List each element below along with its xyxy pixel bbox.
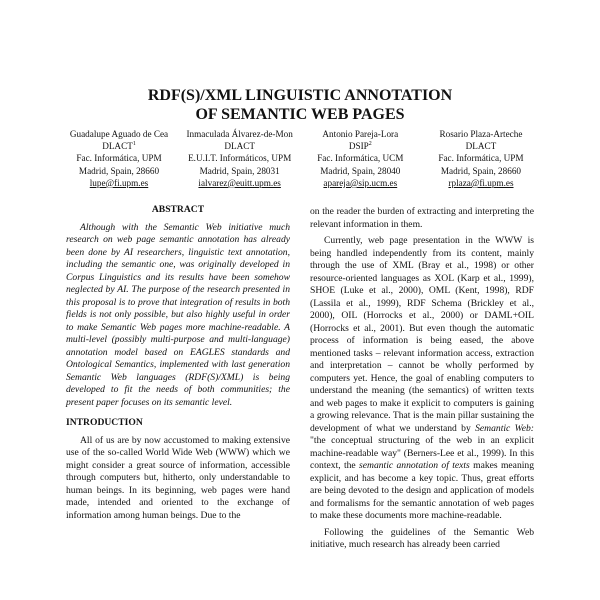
author-email[interactable]: lupe@fi.upm.es bbox=[89, 177, 149, 188]
author-dept: E.U.I.T. Informáticos, UPM bbox=[188, 153, 292, 164]
author-name: Guadalupe Aguado de Cea bbox=[69, 129, 169, 139]
author-name: Rosario Plaza-Arteche bbox=[439, 129, 523, 139]
term-semantic-annotation: semantic annotation of texts bbox=[359, 460, 470, 471]
author-city: Madrid, Spain, 28660 bbox=[440, 165, 522, 176]
author-email[interactable]: ialvarez@euitt.upm.es bbox=[198, 177, 281, 188]
author-2 bbox=[181, 128, 299, 189]
author-affiliation: DLACT$^1$ bbox=[102, 141, 136, 152]
author-dept: Fac. Informática, UPM bbox=[76, 153, 162, 164]
author-block bbox=[60, 128, 540, 189]
abstract-heading: ABSTRACT bbox=[151, 204, 205, 215]
left-column bbox=[66, 204, 290, 526]
author-affiliation: DLACT bbox=[465, 141, 497, 152]
author-affiliation: DLACT bbox=[224, 141, 255, 152]
author-1 bbox=[60, 128, 178, 189]
author-name: Inmaculada Álvarez-de-Mon bbox=[186, 129, 293, 139]
author-dept: Fac. Informática, UPM bbox=[438, 153, 524, 164]
intro-paragraph-1: All of us are by now accustomed to making extensive use of the so-called World Wide Web (WWW) which we might consider a great source of information, accessible through computers but, hitherto, only understandable to human beings. In its beginning, web pages were hand made, intended and oriented to the exchange of information among human beings. Due to the bbox=[66, 434, 290, 521]
abstract-text: Although with the Semantic Web initiative much research on web page semantic annotation has already been done by AI researchers, linguistic text annotation, including the semantic one, was originally developed in Corpus Linguistics and its results have been somehow neglected by AI. The purpose of the research presented in this proposal is to prove that integration of results in both fields is not only possible, but also highly useful in order to make Semantic Web pages more machine-readable. A multi-level (possibly multi-purpose and multi-language) annotation model based on EAGLES standards and Ontological Semantics, implemented with last generation Semantic Web languages (RDF(S)/XML) is being developed to fit the needs of both communities; the present paper focuses on its semantic level. bbox=[66, 221, 290, 408]
author-city: Madrid, Spain, 28031 bbox=[199, 165, 280, 176]
author-city: Madrid, Spain, 28660 bbox=[78, 165, 160, 176]
term-semantic-web: Semantic Web: bbox=[475, 422, 534, 434]
body-paragraph-continued: on the reader the burden of extracting and interpreting the relevant information in them. bbox=[310, 206, 534, 230]
body-paragraph-2: Currently, web page presentation in the WWW is being handled independently from its content, mainly through the use of XML (Bray et al., 1998) or other resource-oriented languages as XOL (Karp et al., 1999), SHOE (Luke et al., 2000), OML (Kent, 1998), RDF (Lassila et al., 1999), RDF Schema (Brickley et al., 2000), OIL (Horrocks et al., 2000) or DAML+OIL (Horrocks et al., 2001). But even though the automatic process of information is being eased, the above mentioned tasks – relevant information access, extraction and interpretation – cannot be wholly performed by computers yet. Hence, the goal of enabling computers to understand the meaning (the semantics) of written texts and web pages to make it explicit to computers is gaining a growing relevance. That is the main pillar sustaining the development of what we understand by Semantic Web: "the conceptual structuring of the web in an explicit machine-readable way" (Berners-Lee et al., 1999). In this context, the semantic annotation of texts makes meaning explicit, and has become a key topic. Thus, great efforts are being devoted to the design and application of models and formalisms for the semantic annotation of web pages to make these documents more machine-readable. bbox=[310, 235, 534, 521]
footnote-mark: 2 bbox=[368, 141, 372, 148]
author-email[interactable]: rplaza@fi.upm.es bbox=[448, 177, 514, 188]
author-name: Antonio Pareja-Lora bbox=[322, 129, 399, 139]
footnote-mark: 1 bbox=[132, 141, 136, 148]
author-email[interactable]: apareja@sip.ucm.es bbox=[323, 177, 398, 188]
author-3 bbox=[301, 128, 419, 189]
introduction-heading: INTRODUCTION bbox=[66, 417, 143, 428]
author-dept: Fac. Informática, UCM bbox=[317, 153, 404, 164]
author-city: Madrid, Spain, 28040 bbox=[320, 165, 401, 176]
title-line-1: RDF(S)/XML LINGUISTIC ANNOTATION bbox=[147, 87, 453, 104]
body-paragraph-3: Following the guidelines of the Semantic Web initiative, much research has already been carried bbox=[310, 526, 534, 550]
author-4 bbox=[422, 128, 540, 189]
title-line-2: OF SEMANTIC WEB PAGES bbox=[195, 106, 405, 123]
author-affiliation: DSIP$^2$ bbox=[348, 141, 372, 152]
right-column bbox=[310, 206, 534, 556]
paper-title bbox=[0, 86, 600, 124]
